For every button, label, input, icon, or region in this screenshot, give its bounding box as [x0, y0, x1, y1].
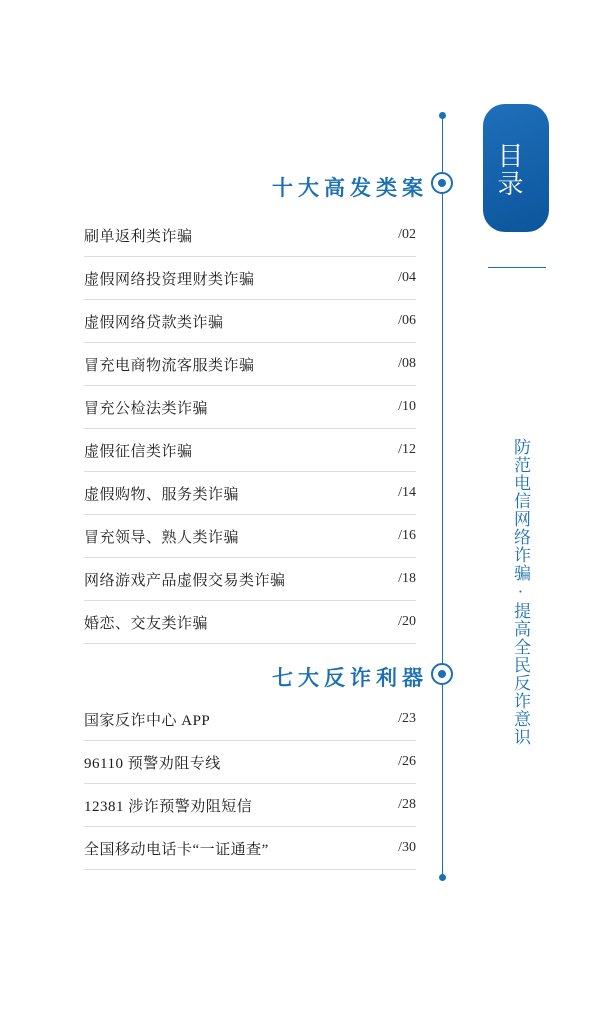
section-entries-1 [84, 214, 416, 644]
toc-entry-page: /30 [398, 840, 416, 855]
toc-entry[interactable] [84, 784, 416, 827]
rail-dot-top [439, 112, 446, 119]
toc-entry-label: 虚假购物、服务类诈骗 [84, 486, 240, 503]
toc-entry-label: 虚假网络投资理财类诈骗 [84, 271, 255, 288]
toc-entry[interactable] [84, 429, 416, 472]
toc-entry-label: 虚假网络贷款类诈骗 [84, 314, 224, 331]
toc-entry-label: 冒充电商物流客服类诈骗 [84, 357, 255, 374]
toc-entry[interactable] [84, 558, 416, 601]
toc-entry-label: 96110 预警劝阻专线 [84, 755, 221, 772]
toc-entry[interactable] [84, 300, 416, 343]
rail-dot-bottom [439, 874, 446, 881]
toc-entry-label: 冒充公检法类诈骗 [84, 400, 209, 417]
toc-entry-page: /23 [398, 711, 416, 726]
rail-marker-section-1 [431, 172, 453, 194]
section-title-2: 七大反诈利器 [272, 666, 428, 690]
toc-entry-page: /26 [398, 754, 416, 769]
toc-entry-page: /10 [398, 399, 416, 414]
toc-entry[interactable] [84, 698, 416, 741]
toc-entry-label: 国家反诈中心 APP [84, 712, 211, 729]
toc-tab [483, 104, 549, 232]
section-title-1: 十大高发类案 [272, 176, 428, 200]
toc-entry-page: /16 [398, 528, 416, 543]
rail-marker-section-2 [431, 663, 453, 685]
toc-entry[interactable] [84, 741, 416, 784]
toc-entry[interactable] [84, 472, 416, 515]
toc-tab-label: 目录 [494, 142, 523, 198]
toc-entry[interactable] [84, 214, 416, 257]
toc-entry-page: /14 [398, 485, 416, 500]
toc-entry-label: 虚假征信类诈骗 [84, 443, 193, 460]
toc-entry[interactable] [84, 601, 416, 644]
toc-entry-page: /20 [398, 614, 416, 629]
toc-entry[interactable] [84, 386, 416, 429]
section-entries-2 [84, 698, 416, 870]
toc-entry-page: /02 [398, 227, 416, 242]
toc-entry-label: 冒充领导、熟人类诈骗 [84, 529, 240, 546]
toc-entry-page: /18 [398, 571, 416, 586]
toc-entry[interactable] [84, 827, 416, 870]
toc-entry-page: /04 [398, 270, 416, 285]
toc-entry-label: 网络游戏产品虚假交易类诈骗 [84, 572, 286, 589]
toc-entry-label: 刷单返利类诈骗 [84, 228, 193, 245]
toc-entry-page: /12 [398, 442, 416, 457]
toc-entry-label: 全国移动电话卡“一证通查” [84, 841, 269, 858]
timeline-rail [442, 115, 443, 880]
toc-entry-label: 婚恋、交友类诈骗 [84, 615, 209, 632]
toc-entry-page: /28 [398, 797, 416, 812]
toc-entry-page: /06 [398, 313, 416, 328]
toc-entry[interactable] [84, 257, 416, 300]
toc-entry[interactable] [84, 343, 416, 386]
tab-divider [488, 267, 546, 268]
toc-entry-label: 12381 涉诈预警劝阻短信 [84, 798, 253, 815]
toc-entry[interactable] [84, 515, 416, 558]
side-slogan: 防范电信网络诈骗·提高全民反诈意识 [511, 438, 530, 746]
toc-entry-page: /08 [398, 356, 416, 371]
